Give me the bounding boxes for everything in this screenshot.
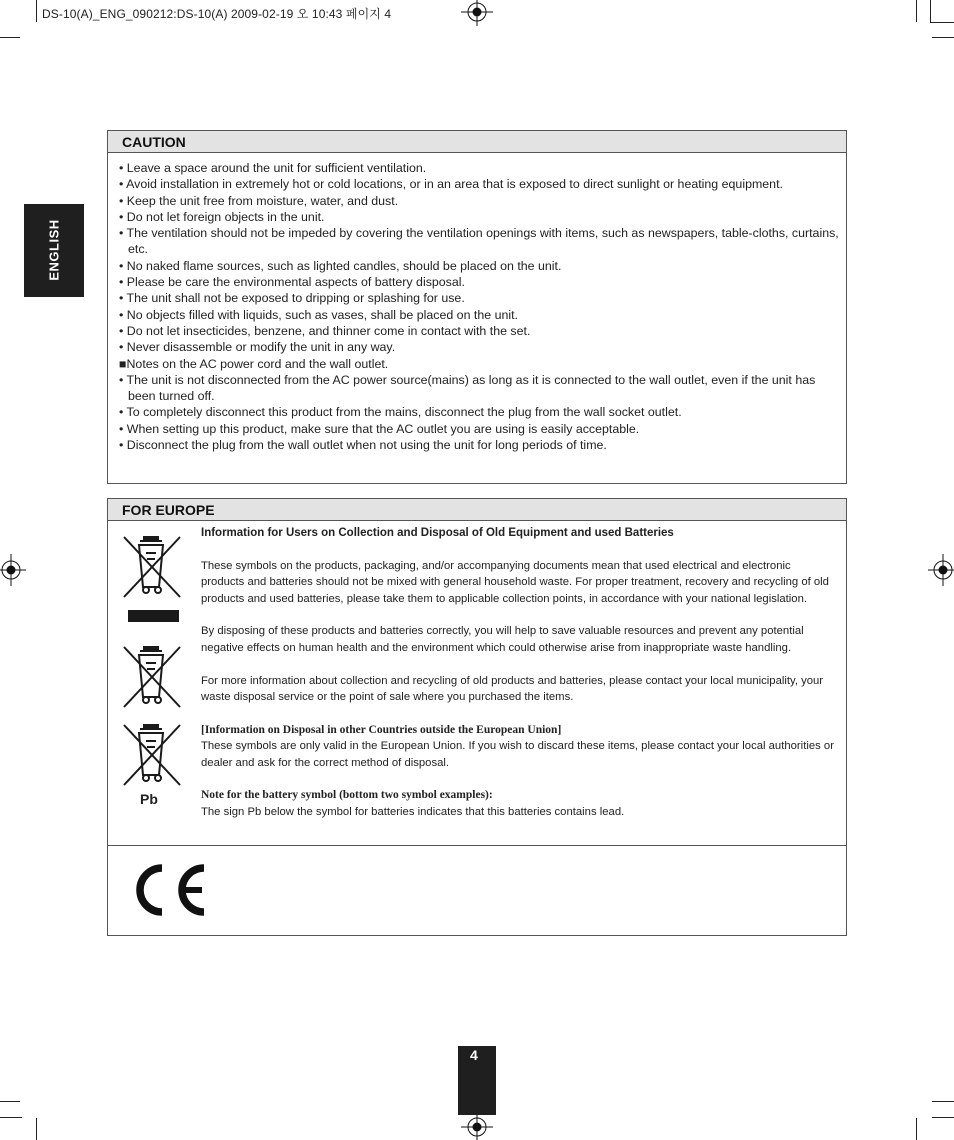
battery-note-heading: Note for the battery symbol (bottom two symbol examples): (201, 789, 493, 802)
outside-eu-heading: [Information on Disposal in other Countries outside the European Union] (201, 723, 562, 736)
language-tab-label: ENGLISH (46, 219, 62, 281)
crop-mark (932, 1101, 954, 1102)
caution-item: • Avoid installation in extremely hot or cold locations, or in an area that is exposed to direct sunlight or heating equipment. (119, 177, 783, 192)
europe-paragraph: These symbols on the products, packaging, and/or accompanying documents mean that used electrical and electronic products and batteries should not be mixed with general household waste. For proper treatment, recovery and recycling of old products and used batteries, please take them to applicable collection points, in accordance with your national legislation. (201, 559, 829, 605)
caution-item: • Keep the unit free from moisture, water, and dust. (119, 193, 399, 208)
crop-mark (916, 1118, 917, 1140)
europe-title: FOR EUROPE (108, 499, 846, 521)
crop-mark (930, 22, 954, 23)
crop-mark (0, 1117, 22, 1118)
registration-mark-icon (928, 554, 954, 586)
europe-paragraph: By disposing of these products and batteries correctly, you will help to save valuable resources and prevent any potential negative effects on human health and the environment which could otherwise arise from inappropriate waste handling. (201, 625, 804, 654)
caution-list (118, 160, 842, 453)
pb-label: Pb (140, 791, 158, 807)
caution-item: • Leave a space around the unit for sufficient ventilation. (119, 161, 427, 175)
crop-mark (930, 0, 931, 22)
crop-mark (932, 1117, 954, 1118)
europe-divider (108, 845, 846, 846)
caution-item: • To completely disconnect this product from the mains, disconnect the plug from the wall socket outlet. (119, 405, 682, 420)
caution-item: • The unit shall not be exposed to dripping or splashing for use. (119, 291, 465, 306)
caution-note-heading: ■Notes on the AC power cord and the wall outlet. (119, 356, 389, 371)
caution-item: • Do not let foreign objects in the unit. (119, 209, 325, 224)
page-number: 4 (470, 1047, 478, 1063)
caution-item: • No naked flame sources, such as lighted candles, should be placed on the unit. (119, 258, 562, 273)
caution-item: • Do not let insecticides, benzene, and thinner come in contact with the set. (119, 323, 531, 338)
europe-text (201, 525, 837, 820)
crop-mark (36, 0, 37, 22)
outside-eu-text: These symbols are only valid in the European Union. If you wish to discard these items, please contact your local authorities or dealer and ask for the correct method of disposal. (201, 740, 834, 769)
ce-mark-icon (126, 862, 208, 918)
bin-underline-bar (128, 610, 179, 622)
caution-item: • The ventilation should not be impeded by covering the ventilation openings with items, such as newspapers, table-cloths, curtains, etc. (119, 226, 839, 257)
caution-item: • Please be care the environmental aspects of battery disposal. (119, 275, 465, 290)
europe-box (107, 498, 847, 936)
caution-box (107, 130, 847, 484)
caution-title: CAUTION (108, 131, 846, 153)
crop-mark (0, 37, 20, 38)
crop-mark (916, 0, 917, 22)
crop-mark (0, 1101, 20, 1102)
print-slug: DS-10(A)_ENG_090212:DS-10(A) 2009-02-19 오 10:43 페이지 4 (42, 7, 392, 21)
caution-item: • The unit is not disconnected from the AC power source(mains) as long as it is connected to the wall outlet, even if the unit has been turned off. (119, 372, 816, 404)
crossed-bin-icon (122, 645, 184, 709)
registration-mark-icon (461, 1114, 493, 1140)
caution-item: • When setting up this product, make sure that the AC outlet you are using is easily acceptable. (119, 421, 640, 436)
caution-item: • Never disassemble or modify the unit in any way. (119, 340, 396, 355)
caution-item: • Disconnect the plug from the wall outlet when not using the unit for long periods of time. (119, 438, 607, 453)
crossed-bin-icon (122, 723, 184, 787)
registration-mark-icon (461, 0, 493, 26)
battery-note-text: The sign Pb below the symbol for batteries indicates that this batteries contains lead. (201, 805, 625, 818)
registration-mark-icon (0, 554, 26, 586)
crop-mark (932, 37, 954, 38)
crossed-bin-icon (122, 535, 184, 599)
europe-paragraph: For more information about collection and recycling of old products and batteries, please contact your local municipality, your waste disposal service or the point of sale where you purchased the items. (201, 674, 824, 704)
caution-item: • No objects filled with liquids, such as vases, shall be placed on the unit. (119, 307, 518, 322)
europe-heading: Information for Users on Collection and Disposal of Old Equipment and used Batteries (201, 527, 674, 539)
crop-mark (36, 1118, 37, 1140)
